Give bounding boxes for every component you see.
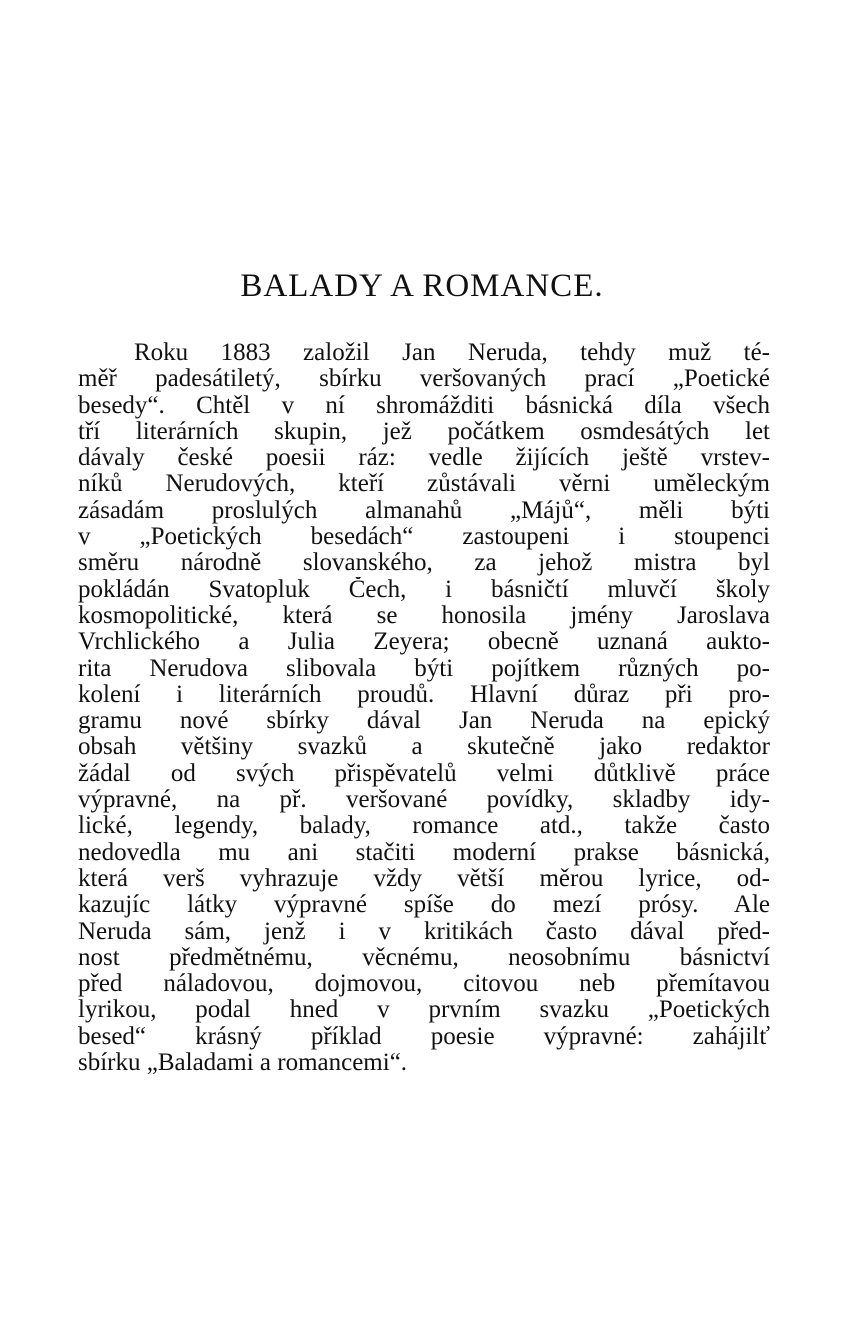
text-line: Roku 1883 založil Jan Neruda, tehdy muž té- bbox=[134, 340, 770, 366]
text-line: besed“ krásný příklad poesie výpravné: zahájilť bbox=[78, 1023, 770, 1050]
text-line: v „Poetických besedách“ zastoupeni i stoupenci bbox=[78, 524, 770, 551]
text-line: rita Nerudova slibovala býti pojítkem různých po- bbox=[78, 655, 770, 682]
text-line: před náladovou, dojmovou, citovou neb přemítavou bbox=[78, 971, 770, 998]
text-line: zásadám proslulých almanahů „Májů“, měli býti bbox=[78, 497, 770, 524]
text-line: měř padesátiletý, sbírku veršovaných prací „Poetické bbox=[78, 366, 770, 393]
text-line: žádal od svých přispěvatelů velmi důtklivě práce bbox=[78, 760, 770, 787]
text-line: nost předmětnému, věcnému, neosobnímu básnictví bbox=[78, 944, 770, 971]
text-line: kazujíc látky výpravné spíše do mezí prósy. Ale bbox=[78, 892, 770, 919]
chapter-title: BALADY A ROMANCE. bbox=[240, 268, 604, 304]
text-line: která verš vyhrazuje vždy větší měrou lyrice, od- bbox=[78, 865, 770, 892]
text-line: obsah většiny svazků a skutečně jako redaktor bbox=[78, 734, 770, 761]
text-line: tří literárních skupin, jež počátkem osmdesátých let bbox=[78, 418, 770, 445]
text-line: gramu nové sbírky dával Jan Neruda na epický bbox=[78, 708, 770, 735]
text-line: kolení i literárních proudů. Hlavní důraz při pro- bbox=[78, 681, 770, 708]
text-line: sbírku „Baladami a romancemi“. bbox=[78, 1050, 408, 1077]
text-line: kosmopolitické, která se honosila jmény Jaroslava bbox=[78, 602, 770, 629]
text-line: níků Nerudových, kteří zůstávali věrni uměleckým bbox=[78, 471, 770, 498]
text-line: Vrchlického a Julia Zeyera; obecně uznaná aukto- bbox=[78, 629, 770, 656]
text-line: lyrikou, podal hned v prvním svazku „Poetických bbox=[78, 997, 770, 1024]
text-line: pokládán Svatopluk Čech, i básničtí mluvčí školy bbox=[78, 576, 770, 603]
text-line: výpravné, na př. veršované povídky, skladby idy- bbox=[78, 787, 770, 814]
body-paragraph bbox=[78, 340, 770, 1076]
text-line: dávaly české poesii ráz: vedle žijících ještě vrstev- bbox=[78, 445, 770, 472]
text-line: nedovedla mu ani stačiti moderní prakse básnická, bbox=[78, 839, 770, 866]
text-line: směru národně slovanského, za jehož mistra byl bbox=[78, 550, 770, 577]
text-line: besedy“. Chtěl v ní shromážditi básnická díla všech bbox=[78, 392, 770, 419]
text-line: lické, legendy, balady, romance atd., takže často bbox=[78, 813, 770, 840]
text-line: Neruda sám, jenž i v kritikách často dával před- bbox=[78, 918, 770, 945]
